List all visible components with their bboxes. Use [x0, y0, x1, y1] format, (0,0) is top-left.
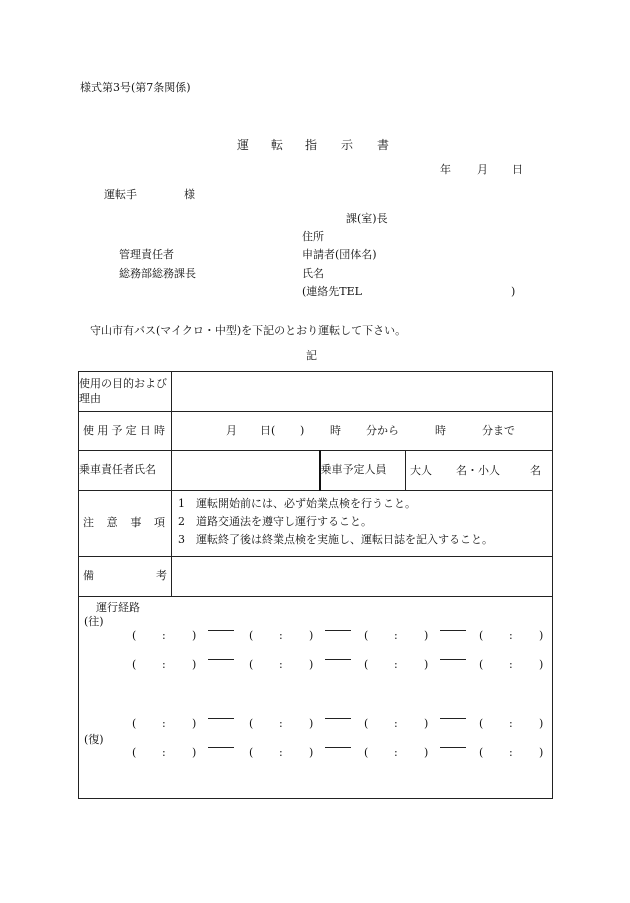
route-slot-open: ( [249, 717, 254, 730]
route-connector [208, 630, 234, 631]
note-item: 1 運転開始前には、必ず始業点検を行うこと。 [178, 496, 416, 510]
passengers-adult-unit: 名・小人 [456, 463, 500, 477]
route-slot-close: ) [192, 658, 197, 671]
route-slot-colon: : [394, 658, 398, 671]
route-slot-open: ( [364, 717, 369, 730]
schedule-minutes-to: 分まで [482, 424, 515, 437]
note-item: 2 道路交通法を遵守し運行すること。 [178, 514, 372, 528]
applicant-contact-close: ) [511, 285, 516, 298]
route-connector [208, 747, 234, 748]
route-cell[interactable] [79, 597, 553, 799]
route-slot-close: ) [309, 658, 314, 671]
route-slot-close: ) [424, 658, 429, 671]
table-row [79, 491, 553, 557]
title-char: 示 [341, 138, 354, 152]
route-slot-close: ) [539, 629, 544, 642]
table-row [79, 597, 553, 799]
route-slot-close: ) [539, 717, 544, 730]
route-connector [440, 718, 466, 719]
route-return: (復) [84, 733, 104, 746]
purpose-field[interactable] [172, 372, 553, 412]
route-slot-colon: : [509, 717, 513, 730]
general-affairs-label: 総務部総務課長 [119, 267, 196, 280]
schedule-minutes-from: 分から [366, 424, 399, 437]
date-year: 年 [440, 163, 451, 176]
route-connector [325, 747, 351, 748]
applicant-contact: (連絡先TEL [302, 285, 362, 298]
route-connector [440, 659, 466, 660]
applicant-name: 氏名 [302, 267, 324, 280]
route-slot-colon: : [509, 746, 513, 759]
route-connector [325, 659, 351, 660]
route-row [79, 747, 552, 759]
applicant-address: 住所 [302, 230, 324, 243]
remarks-field[interactable] [172, 557, 553, 597]
route-slot-colon: : [162, 746, 166, 759]
route-slot-colon: : [394, 746, 398, 759]
route-slot-colon: : [394, 717, 398, 730]
route-slot-close: ) [424, 746, 429, 759]
route-slot-open: ( [132, 629, 137, 642]
route-slot-colon: : [162, 658, 166, 671]
route-connector [440, 630, 466, 631]
title-char: 転 [271, 138, 284, 152]
table-row [79, 557, 553, 597]
route-slot-colon: : [394, 629, 398, 642]
route-slot-colon: : [162, 717, 166, 730]
schedule-hour-to: 時 [435, 424, 446, 437]
purpose-label: 使用の目的および理由 [79, 372, 172, 412]
route-slot-close: ) [192, 746, 197, 759]
table-row [79, 372, 553, 412]
ki-mark: 記 [306, 349, 317, 362]
note-item: 3 運転終了後は終業点検を実施し、運転日誌を記入すること。 [178, 532, 493, 546]
route-slot-colon: : [279, 746, 283, 759]
passengers-adult: 大人 [410, 463, 432, 477]
route-slot-open: ( [479, 658, 484, 671]
section-chief: 課(室)長 [346, 212, 388, 225]
driver-field[interactable] [172, 451, 320, 491]
route-slot-close: ) [424, 717, 429, 730]
route-label: 運行経路 [96, 601, 140, 614]
route-slot-open: ( [132, 746, 137, 759]
route-slot-close: ) [309, 746, 314, 759]
manager-label: 管理責任者 [119, 248, 174, 261]
passengers-child-unit: 名 [530, 463, 541, 477]
route-slot-open: ( [364, 746, 369, 759]
title-char: 書 [377, 138, 390, 152]
schedule-day: 日( [260, 424, 276, 437]
route-slot-open: ( [364, 658, 369, 671]
passengers-field[interactable] [406, 451, 553, 491]
route-slot-open: ( [479, 746, 484, 759]
instruction-text: 守山市有バス(マイクロ・中型)を下記のとおり運転して下さい。 [90, 324, 407, 337]
schedule-dow-close: ) [300, 424, 305, 437]
route-slot-open: ( [364, 629, 369, 642]
route-row [79, 630, 552, 642]
addressee-label: 運転手 [104, 188, 137, 201]
route-slot-colon: : [509, 658, 513, 671]
route-row [79, 718, 552, 730]
form-number: 様式第3号(第7条関係) [80, 81, 191, 94]
route-connector [325, 630, 351, 631]
route-slot-colon: : [509, 629, 513, 642]
date-day: 日 [512, 163, 523, 176]
schedule-label: 使 用 予 定 日 時 [83, 423, 167, 437]
route-slot-close: ) [309, 717, 314, 730]
applicant-name-org: 申請者(団体名) [302, 248, 377, 261]
route-row [79, 659, 552, 671]
remarks-label: 備 考 [83, 569, 167, 583]
route-connector [325, 718, 351, 719]
notes-label: 注 意 事 項 [83, 516, 167, 530]
schedule-month: 月 [226, 424, 237, 437]
schedule-label-cell [79, 412, 172, 451]
route-connector [208, 659, 234, 660]
title-char: 運 [237, 138, 250, 152]
table-row [79, 451, 553, 491]
notes-label-cell [79, 491, 172, 557]
passengers-label: 乗車予定人員 [320, 451, 406, 491]
route-slot-open: ( [249, 629, 254, 642]
route-slot-open: ( [249, 746, 254, 759]
route-slot-close: ) [424, 629, 429, 642]
notes-field [172, 491, 553, 557]
route-slot-close: ) [539, 658, 544, 671]
route-slot-close: ) [192, 629, 197, 642]
route-outbound: (往) [84, 615, 104, 628]
table-row [79, 412, 553, 451]
route-slot-open: ( [132, 658, 137, 671]
route-slot-open: ( [479, 629, 484, 642]
remarks-label-cell [79, 557, 172, 597]
route-slot-colon: : [279, 658, 283, 671]
route-connector [440, 747, 466, 748]
route-slot-open: ( [249, 658, 254, 671]
schedule-field[interactable] [172, 412, 553, 451]
route-slot-open: ( [132, 717, 137, 730]
route-slot-colon: : [279, 717, 283, 730]
route-slot-close: ) [539, 746, 544, 759]
route-slot-open: ( [479, 717, 484, 730]
instruction-table [78, 371, 553, 799]
driver-label: 乗車責任者氏名 [79, 451, 172, 491]
route-slot-close: ) [309, 629, 314, 642]
route-slot-close: ) [192, 717, 197, 730]
route-connector [208, 718, 234, 719]
route-slot-colon: : [279, 629, 283, 642]
date-month: 月 [477, 163, 488, 176]
addressee-honorific: 様 [184, 188, 195, 201]
schedule-hour-from: 時 [330, 424, 341, 437]
title-char: 指 [305, 138, 318, 152]
route-slot-colon: : [162, 629, 166, 642]
